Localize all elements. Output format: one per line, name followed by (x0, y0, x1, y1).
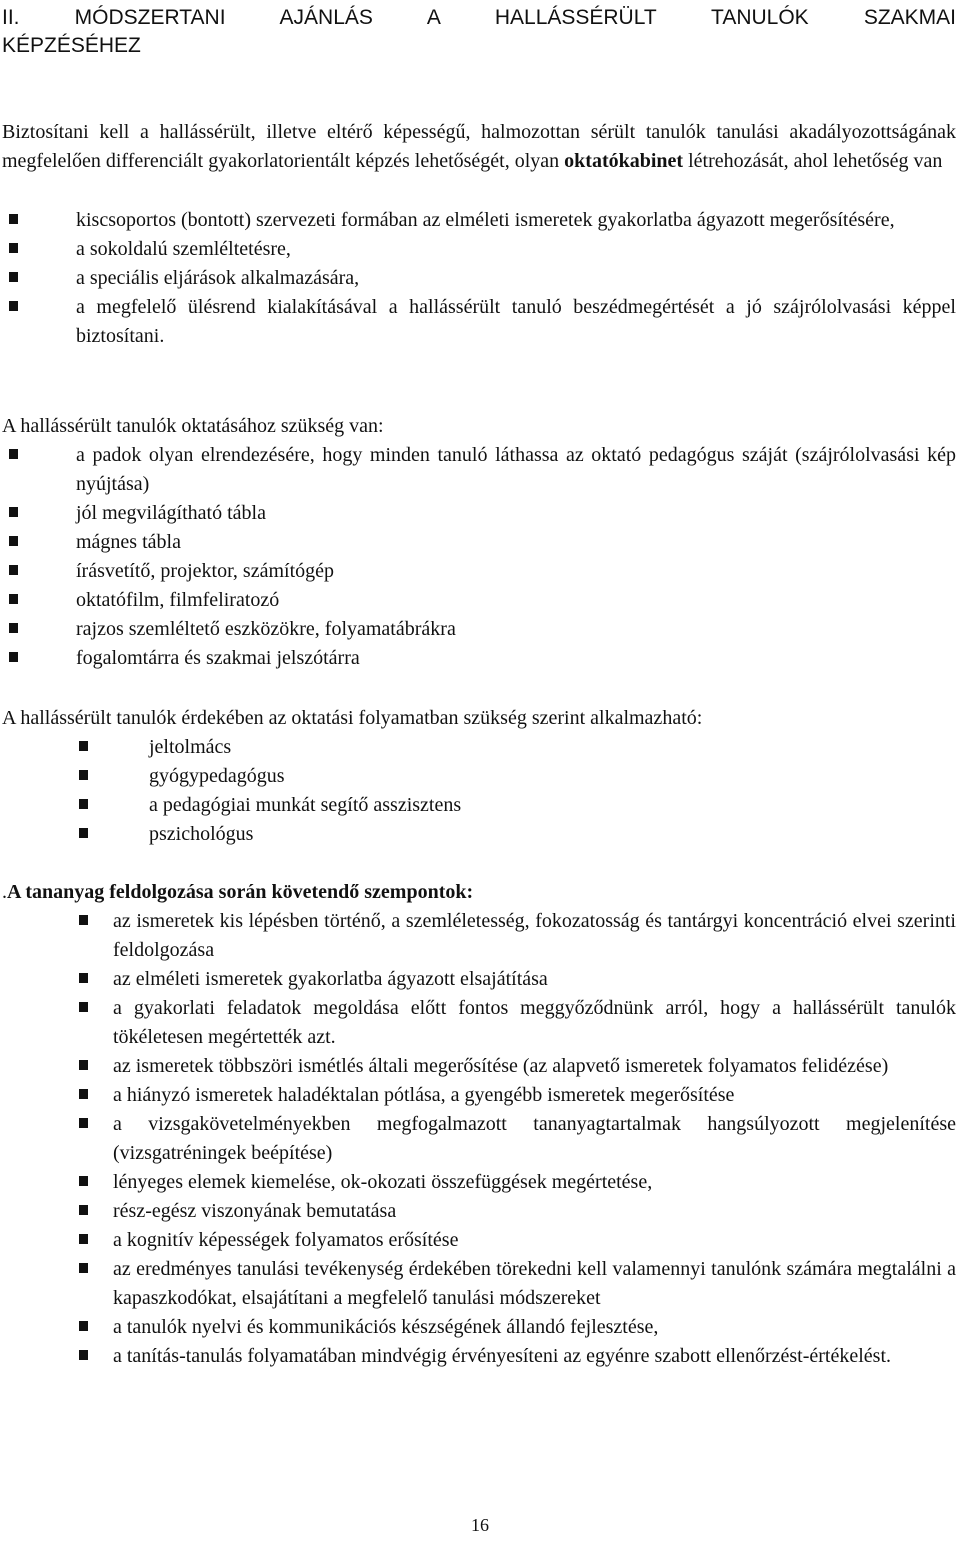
list-item (76, 615, 956, 644)
bullet-square-icon (9, 272, 18, 282)
bullet-square-icon (79, 973, 88, 983)
bullet-square-icon (79, 770, 88, 780)
section2-lead: A hallássérült tanulók oktatásához szükség van: (2, 415, 384, 437)
bullet-square-icon (9, 565, 18, 575)
list-item (149, 733, 956, 762)
intro-list (76, 206, 956, 351)
section4-lead (2, 878, 956, 907)
list-item (76, 528, 956, 557)
bullet-square-icon (79, 1118, 88, 1128)
list-item (113, 1081, 956, 1110)
bullet-square-icon (9, 243, 18, 253)
list-item (76, 644, 956, 673)
list-item (76, 206, 956, 235)
list-item-text: gyógypedagógus (149, 765, 285, 787)
intro-text-after: létrehozását, ahol lehetőség van (683, 150, 943, 172)
bullet-square-icon (79, 1089, 88, 1099)
list-item-text: az ismeretek kis lépésben történő, a szemléletesség, fokozatosság és tantárgyi koncentráció elvei szerinti feldolgozása (113, 910, 956, 961)
list-item-text: a gyakorlati feladatok megoldása előtt fontos meggyőződnünk arról, hogy a hallássérült tanulók tökéletesen megértették azt. (113, 997, 956, 1048)
bullet-square-icon (79, 741, 88, 751)
list-item-text: rajzos szemléltető eszközökre, folyamatábrákra (76, 618, 456, 640)
list-item (149, 820, 956, 849)
list-item-text: az ismeretek többszöri ismétlés általi megerősítése (az alapvető ismeretek folyamatos felidézése) (113, 1055, 889, 1077)
bullet-square-icon (79, 828, 88, 838)
intro-paragraph (2, 118, 956, 176)
section4-lead-prefix: . (2, 881, 7, 903)
list-item-text: a pedagógiai munkát segítő asszisztens (149, 794, 462, 816)
bullet-square-icon (9, 214, 18, 224)
list-item-text: lényeges elemek kiemelése, ok-okozati összefüggések megértetése, (113, 1171, 653, 1193)
list-item (113, 1226, 956, 1255)
list-item-text: rész-egész viszonyának bemutatása (113, 1200, 397, 1222)
list-item-text: kiscsoportos (bontott) szervezeti formában az elméleti ismeretek gyakorlatba ágyazott megerősítésére, (76, 209, 895, 231)
intro-bold-term: oktatókabinet (564, 150, 684, 172)
list-item (113, 907, 956, 965)
list-item-text: a tanítás-tanulás folyamatában mindvégig érvényesíteni az egyénre szabott ellenőrzést-értékelést. (113, 1345, 891, 1367)
bullet-square-icon (9, 449, 18, 459)
bullet-square-icon (9, 623, 18, 633)
bullet-square-icon (79, 1234, 88, 1244)
list-item (113, 1313, 956, 1342)
list-item-text: jeltolmács (149, 736, 232, 758)
list-item-text: a padok olyan elrendezésére, hogy minden tanuló láthassa az oktató pedagógus száját (szájrólolvasási kép nyújtása) (76, 444, 956, 495)
bullet-square-icon (79, 1060, 88, 1070)
list-item-text: jól megvilágítható tábla (76, 502, 266, 524)
list-item (76, 441, 956, 499)
list-item-text: oktatófilm, filmfeliratozó (76, 589, 280, 611)
list-item-text: a speciális eljárások alkalmazására, (76, 267, 360, 289)
bullet-square-icon (9, 301, 18, 311)
bullet-square-icon (9, 594, 18, 604)
list-item-text: pszichológus (149, 823, 254, 845)
list-item (113, 1342, 956, 1371)
list-item-text: a sokoldalú szemléltetésre, (76, 238, 291, 260)
list-item (76, 293, 956, 351)
bullet-square-icon (9, 536, 18, 546)
heading-line-1: II. MÓDSZERTANI AJÁNLÁS A HALLÁSSÉRÜLT TANULÓK SZAKMAI (2, 6, 956, 29)
bullet-square-icon (79, 1205, 88, 1215)
section4-list (113, 907, 956, 1371)
bullet-square-icon (79, 915, 88, 925)
list-item (76, 557, 956, 586)
list-item (76, 586, 956, 615)
bullet-square-icon (79, 1176, 88, 1186)
section2-list (76, 441, 956, 673)
list-item (113, 965, 956, 994)
bullet-square-icon (9, 507, 18, 517)
list-item (113, 994, 956, 1052)
list-item-text: a hiányzó ismeretek haladéktalan pótlása, a gyengébb ismeretek megerősítése (113, 1084, 735, 1106)
bullet-square-icon (9, 652, 18, 662)
list-item (113, 1255, 956, 1313)
list-item-text: az elméleti ismeretek gyakorlatba ágyazott elsajátítása (113, 968, 548, 990)
list-item (113, 1168, 956, 1197)
list-item-text: írásvetítő, projektor, számítógép (76, 560, 335, 582)
list-item-text: a kognitív képességek folyamatos erősítése (113, 1229, 459, 1251)
list-item (149, 791, 956, 820)
intro-text-before: Biztosítani kell a hallássérült, illetve eltérő képességű, halmozottan sérült tanulók tanulási akadályozottságának megfelelően differenciált gyakorlatorientált képzés lehetőségét, olyan (2, 121, 956, 172)
list-item (113, 1197, 956, 1226)
list-item (76, 235, 956, 264)
list-item-text: a vizsgakövetelményekben megfogalmazott tananyagtartalmak hangsúlyozott megjelenítése (vizsgatréningek beépítése) (113, 1113, 956, 1164)
list-item-text: a tanulók nyelvi és kommunikációs készségének állandó fejlesztése, (113, 1316, 659, 1338)
list-item (76, 499, 956, 528)
list-item (113, 1110, 956, 1168)
list-item (113, 1052, 956, 1081)
list-item-text: a megfelelő ülésrend kialakításával a hallássérült tanuló beszédmegértését a jó szájrólolvasási képpel biztosítani. (76, 296, 956, 347)
bullet-square-icon (79, 1350, 88, 1360)
bullet-square-icon (79, 1263, 88, 1273)
section4-lead-bold: A tananyag feldolgozása során követendő szempontok: (7, 881, 474, 903)
page-number: 16 (471, 1515, 489, 1535)
bullet-square-icon (79, 799, 88, 809)
bullet-square-icon (79, 1321, 88, 1331)
list-item (76, 264, 956, 293)
section3-list (149, 733, 956, 849)
heading-line-2: KÉPZÉSÉHEZ (2, 34, 141, 57)
list-item-text: az eredményes tanulási tevékenység érdekében törekedni kell valamennyi tanulónk számára megtalálni a kapaszkodókat, elsajátítani a megfelelő tanulási módszereket (113, 1258, 956, 1309)
list-item-text: fogalomtárra és szakmai jelszótárra (76, 647, 360, 669)
list-item-text: mágnes tábla (76, 531, 181, 553)
chapter-heading (2, 4, 956, 60)
section3-lead: A hallássérült tanulók érdekében az oktatási folyamatban szükség szerint alkalmazható: (2, 707, 703, 729)
list-item (149, 762, 956, 791)
bullet-square-icon (79, 1002, 88, 1012)
